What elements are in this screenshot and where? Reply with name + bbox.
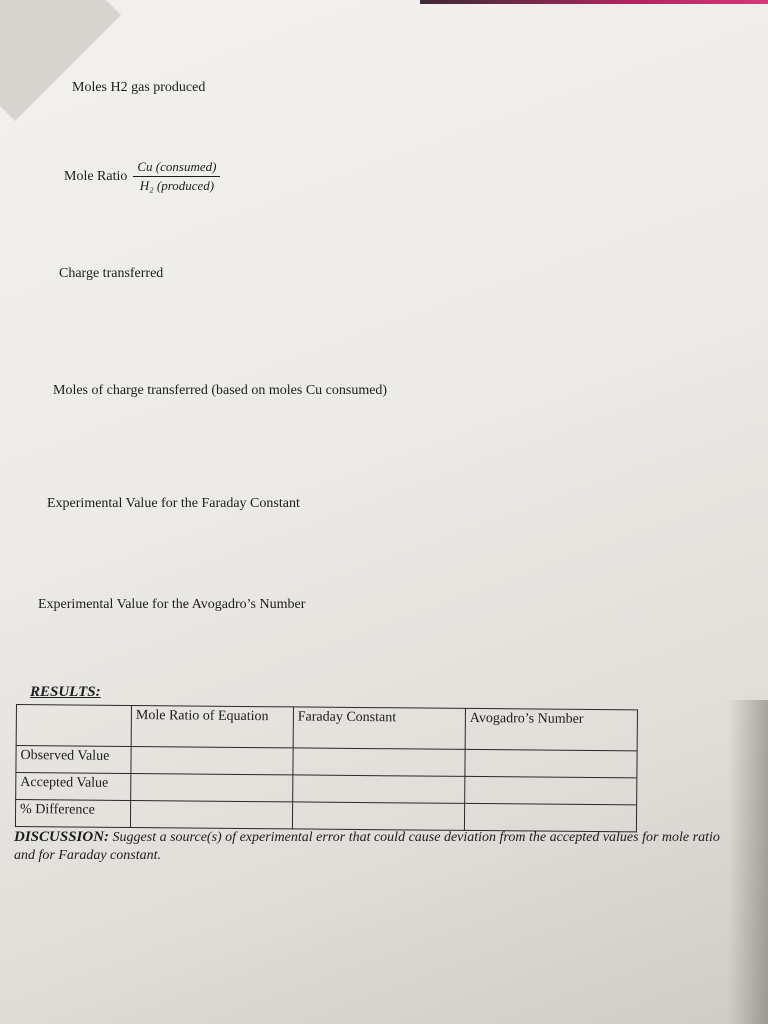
table-header-cell: Avogadro’s Number [465, 708, 637, 750]
table-header-cell: Mole Ratio of Equation [131, 706, 293, 748]
moles-h2-label: Moles H2 gas produced [72, 80, 206, 95]
table-header-cell: Faraday Constant [293, 707, 465, 749]
background-strip [420, 0, 768, 4]
table-cell[interactable] [293, 748, 465, 777]
mole-ratio-section [64, 159, 220, 194]
table-cell[interactable] [292, 802, 464, 831]
table-cell[interactable] [130, 801, 292, 829]
row-label: Observed Value [16, 746, 131, 774]
faraday-value-label: Experimental Value for the Faraday Constant [47, 496, 300, 511]
charge-transferred-label: Charge transferred [59, 266, 164, 281]
table-cell[interactable] [131, 747, 293, 775]
table-cell[interactable] [465, 776, 637, 805]
table-header-row [16, 705, 637, 751]
row-label: Accepted Value [16, 773, 131, 801]
table-cell[interactable] [293, 775, 465, 804]
results-table [15, 704, 638, 832]
discussion-section [14, 828, 744, 865]
mole-ratio-label: Mole Ratio [64, 168, 128, 184]
mole-ratio-fraction [133, 159, 220, 194]
avogadro-value-label: Experimental Value for the Avogadro’s Number [38, 597, 306, 612]
table-cell[interactable] [465, 749, 637, 778]
moles-charge-label: Moles of charge transferred (based on moles Cu consumed) [53, 383, 388, 398]
discussion-text: Suggest a source(s) of experimental error that could cause deviation from the accepted values for mole ratio and for Faraday constant. [14, 830, 720, 863]
table-cell[interactable] [131, 774, 293, 802]
discussion-heading: DISCUSSION: [14, 829, 110, 845]
results-heading: RESULTS: [30, 684, 101, 700]
table-header-cell [16, 705, 131, 747]
fraction-denominator: H₂ (produced) [139, 178, 215, 193]
row-label: % Difference [15, 800, 130, 828]
fraction-numerator: Cu (consumed) [133, 159, 220, 177]
folded-corner [0, 0, 121, 121]
